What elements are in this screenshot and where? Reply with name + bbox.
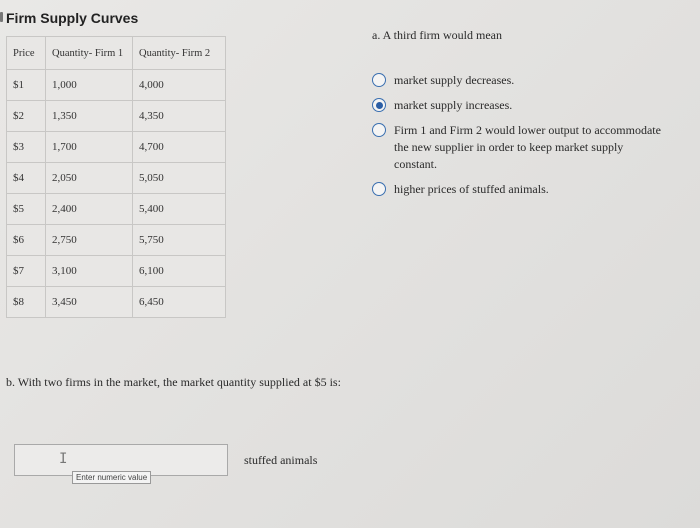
cell-price: $5 <box>7 194 46 225</box>
cell-firm-1: 2,750 <box>46 225 133 256</box>
table-header-row <box>7 37 226 70</box>
cell-firm-2: 4,350 <box>133 101 226 132</box>
table-row <box>7 101 226 132</box>
cell-price: $2 <box>7 101 46 132</box>
table-row <box>7 287 226 318</box>
option-label: market supply increases. <box>394 98 513 112</box>
option-market-supply-increases[interactable] <box>372 97 662 114</box>
option-label: Firm 1 and Firm 2 would lower output to accommodate the new supplier in order to keep market supply constant. <box>394 123 661 171</box>
title-marker <box>0 12 3 22</box>
cell-firm-2: 5,050 <box>133 163 226 194</box>
cell-firm-1: 1,000 <box>46 70 133 101</box>
cell-price: $6 <box>7 225 46 256</box>
question-a-prompt: a. A third firm would mean <box>372 28 502 42</box>
text-cursor-icon: I <box>59 451 68 467</box>
table-row <box>7 194 226 225</box>
cell-firm-2: 6,100 <box>133 256 226 287</box>
header-price: Price <box>7 37 46 70</box>
cell-firm-2: 4,000 <box>133 70 226 101</box>
option-label: higher prices of stuffed animals. <box>394 182 549 196</box>
cell-firm-1: 3,450 <box>46 287 133 318</box>
cell-firm-1: 3,100 <box>46 256 133 287</box>
answer-unit-label: stuffed animals <box>244 453 318 467</box>
header-quantity-firm-2: Quantity- Firm 2 <box>133 37 226 70</box>
question-a-options <box>372 72 662 206</box>
cell-firm-1: 1,350 <box>46 101 133 132</box>
radio-button[interactable] <box>372 123 386 137</box>
header-quantity-firm-1: Quantity- Firm 1 <box>46 37 133 70</box>
table-row <box>7 70 226 101</box>
cell-firm-2: 6,450 <box>133 287 226 318</box>
cell-firm-2: 4,700 <box>133 132 226 163</box>
radio-button[interactable] <box>372 73 386 87</box>
supply-table <box>6 36 226 318</box>
cell-price: $7 <box>7 256 46 287</box>
radio-button-selected[interactable] <box>372 98 386 112</box>
radio-button[interactable] <box>372 182 386 196</box>
cell-price: $1 <box>7 70 46 101</box>
cell-firm-1: 2,400 <box>46 194 133 225</box>
cell-firm-2: 5,750 <box>133 225 226 256</box>
table-row <box>7 132 226 163</box>
cell-firm-2: 5,400 <box>133 194 226 225</box>
table-row <box>7 256 226 287</box>
input-hint-tooltip: Enter numeric value <box>72 471 151 484</box>
cell-firm-1: 2,050 <box>46 163 133 194</box>
option-higher-prices[interactable] <box>372 181 662 198</box>
table-row <box>7 163 226 194</box>
option-firms-lower-output[interactable] <box>372 122 662 173</box>
option-label: market supply decreases. <box>394 73 515 87</box>
question-b-prompt: b. With two firms in the market, the market quantity supplied at $5 is: <box>6 375 341 389</box>
cell-firm-1: 1,700 <box>46 132 133 163</box>
cell-price: $4 <box>7 163 46 194</box>
option-market-supply-decreases[interactable] <box>372 72 662 89</box>
table-row <box>7 225 226 256</box>
cell-price: $3 <box>7 132 46 163</box>
page-title: Firm Supply Curves <box>6 10 139 26</box>
cell-price: $8 <box>7 287 46 318</box>
